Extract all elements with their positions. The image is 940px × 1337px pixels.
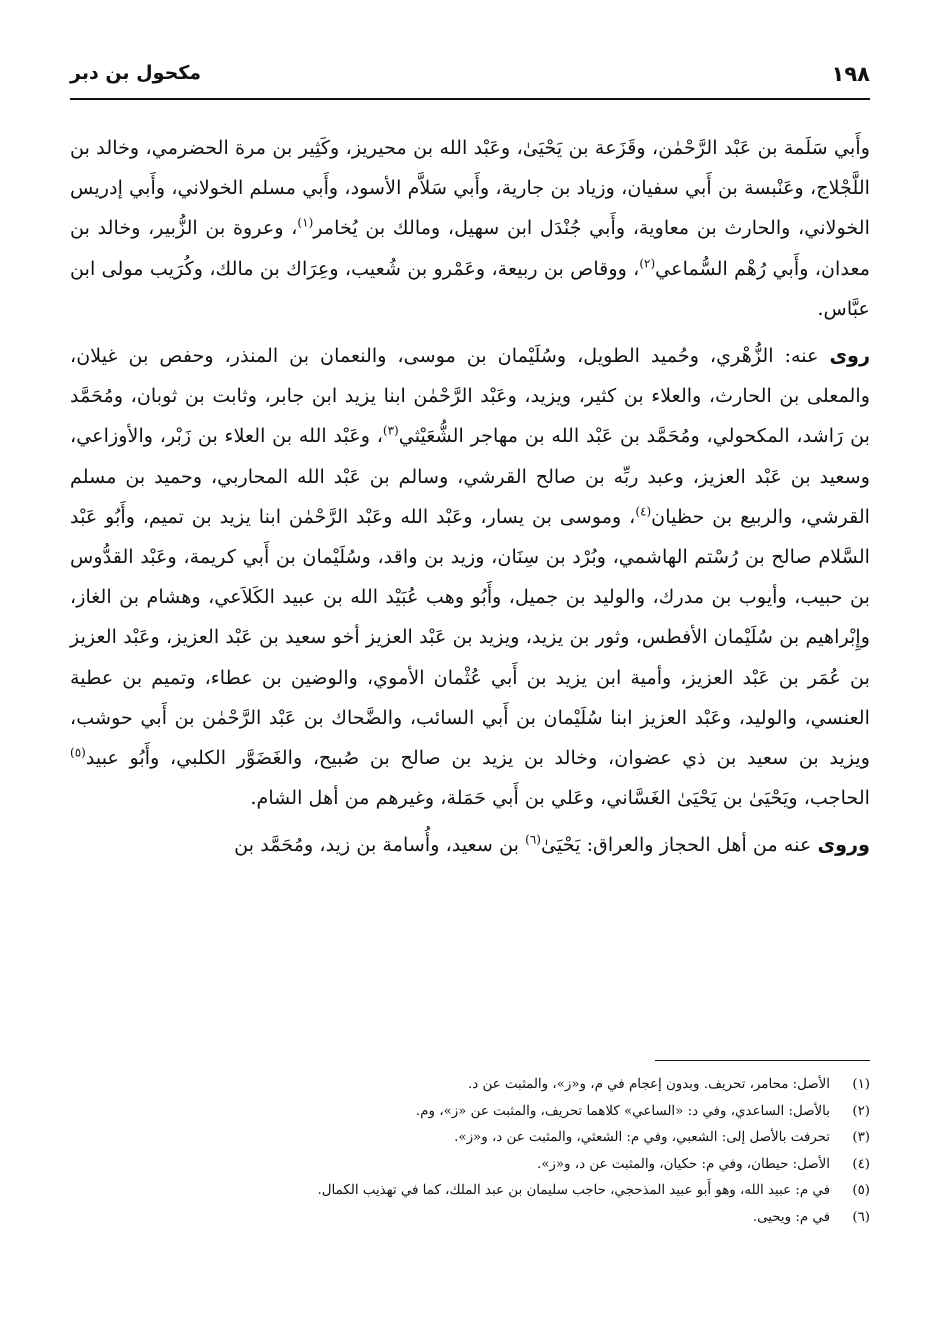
footnote-number: (٢): [852, 1103, 870, 1119]
main-text: [70, 128, 870, 873]
footnote-text: الأصل: حيطان، وفي م: حكيان، والمثبت عن د، و«ز».: [536, 1156, 830, 1172]
footnote: [70, 1152, 870, 1179]
footnote-ref[interactable]: (٥): [70, 745, 86, 760]
text-segment: عنه: الزُّهْري، وحُميد الطويل، وسُلَيْمان بن موسى، والنعمان بن المنذر، وحفص بن غيلان، والمعلى بن الحارث، والعلاء بن كثير، ويزيد، وعَبْد الرَّحْمٰن ابنا يزيد ابن جابر، وثابت بن ثوبان، ومُحَمَّد بن رَاشد، المكحولي، ومُحَمَّد بن عَبْد الله بن مهاجر الشُّعَيْثي: [70, 344, 871, 448]
footnote-text: في م: ويحيى.: [752, 1209, 830, 1225]
footnote-number: (٦): [852, 1209, 870, 1225]
paragraph-narrators-from: [70, 128, 870, 329]
text-segment: الحاجب، ويَحْيَىٰ بن يَحْيَىٰ الغَسَّاني، وعَلي بن أَبي حَمَلة، وغيرهم من أهل الشام.: [250, 786, 870, 810]
footnote: [70, 1178, 870, 1205]
footnote-number: (١): [852, 1077, 870, 1092]
footnotes: [70, 1072, 870, 1232]
footnote-ref[interactable]: (٣): [382, 424, 399, 439]
paragraph-narrated-by-hijaz-iraq: [70, 825, 870, 865]
footnote-number: (٥): [852, 1183, 870, 1199]
footnote-divider: [655, 1060, 870, 1061]
text-segment: بن سعيد، وأُسامة بن زيد، ومُحَمَّد بن: [234, 833, 526, 857]
footnote-text: في م: عبيد الله، وهو أَبو عبيد المذحجي، حاجب سليمان بن عبد الملك، كما في تهذيب الكمال.: [317, 1183, 830, 1199]
text-segment: ، وعَبْد الله بن العلاء بن زَبْر، والأوزاعي، وسعيد بن عَبْد العزيز، وعبد ربِّه بن صالح القرشي، وسالم بن عَبْد الله المحاربي، وحميد بن مسلم القرشي، والربيع بن حظيان: [70, 424, 870, 528]
footnote-text: بالأصل: الساعدي، وفي د: «الساعي» كلاهما تحريف، والمثبت عن «ز»، وم.: [415, 1103, 830, 1119]
paragraph-lead: روى: [829, 344, 870, 368]
paragraph-narrated-by-sham: [70, 336, 870, 818]
text-segment: عنه من أهل الحجاز والعراق: يَحْيَىٰ: [540, 833, 818, 857]
text-segment: وأَبي سَلَمة بن عَبْد الرَّحْمٰن، وقَزَعة بن يَحْيَىٰ، وعَبْد الله بن محيريز، وكَثِير بن مرة الحضرمي، وخالد بن اللَّجْلاج، وعَنْبسة بن أَبي سفيان، وزياد بن جارية، وأَبي سَلاَّم الأسود، وأَبي مسلم الخولاني، وأَبي إدريس الخولاني، والحارث بن معاوية، وأَبي جُنْدَل ابن سهيل، ومالك بن يُخامر: [70, 136, 870, 240]
footnote: [70, 1072, 870, 1099]
footnote: [70, 1205, 870, 1232]
footnote-ref[interactable]: (٦): [525, 833, 541, 848]
footnote-text: الأصل: محامر، تحريف. وبدون إعجام في م، و«ز»، والمثبت عن د.: [467, 1077, 830, 1092]
footnote: [70, 1125, 870, 1152]
footnote-number: (٣): [852, 1130, 870, 1146]
page-number: ١٩٨: [831, 62, 870, 86]
text-segment: ، وعروة بن الزُّبير، وخالد بن معدان، وأَبي رُهْم السُّماعي: [70, 216, 870, 280]
footnote: [70, 1099, 870, 1126]
footnote-ref[interactable]: (٤): [635, 504, 652, 519]
text-segment: ، وموسى بن يسار، وعَبْد الله وعَبْد الرَّحْمٰن ابنا يزيد بن تميم، وأَبُو عَبْد السَّلام صالح بن رُسْتم الهاشمي، وبُرْد بن سِنَان، وزيد بن واقد، وسُلَيْمان بن أَبي كريمة، وعَبْد القدُّوس بن حبيب، وأيوب بن مدرك، والوليد بن جميل، وأَبُو وهب عُبَيْد الله بن عبيد الكَلاَعي، وهشام بن الغاز، وإِبْراهيم بن سُلَيْمان الأفطس، وثور بن يزيد، ويزيد بن عَبْد العزيز أخو سعيد بن عَبْد العزيز، وعَبْد العزيز بن عُمَر بن عَبْد العزيز، وأمية ابن يزيد بن أَبي عُثْمان الأموي، والوضين بن عطاء، وتميم بن عطية العنسي، والوليد، وعَبْد العزيز ابنا سُلَيْمان بن أَبي السائب، والضَّحاك بن عَبْد الرَّحْمٰن بن أَبي حوشب، ويزيد بن سعيد بن ذي عضوان، وخالد بن يزيد بن صالح بن صُبيح، والغَضَوَّر الكلبي، وأَبُو عبيد: [70, 504, 870, 770]
paragraph-lead: وروى: [817, 833, 870, 857]
footnote-text: تحرفت بالأصل إلى: الشعبي، وفي م: الشعثي، والمثبت عن د، و«ز».: [454, 1130, 830, 1146]
running-title: مكحول بن دبر: [70, 62, 202, 84]
text-segment: ، ووقاص بن ربيعة، وعَمْرو بن شُعيب، وعِرَاك بن مالك، وكُرَيب مولى ابن عبَّاس.: [70, 256, 870, 320]
page-header: [70, 58, 870, 100]
footnote-ref[interactable]: (٢): [639, 256, 656, 271]
footnote-number: (٤): [852, 1156, 870, 1172]
footnote-ref[interactable]: (١): [297, 216, 314, 231]
